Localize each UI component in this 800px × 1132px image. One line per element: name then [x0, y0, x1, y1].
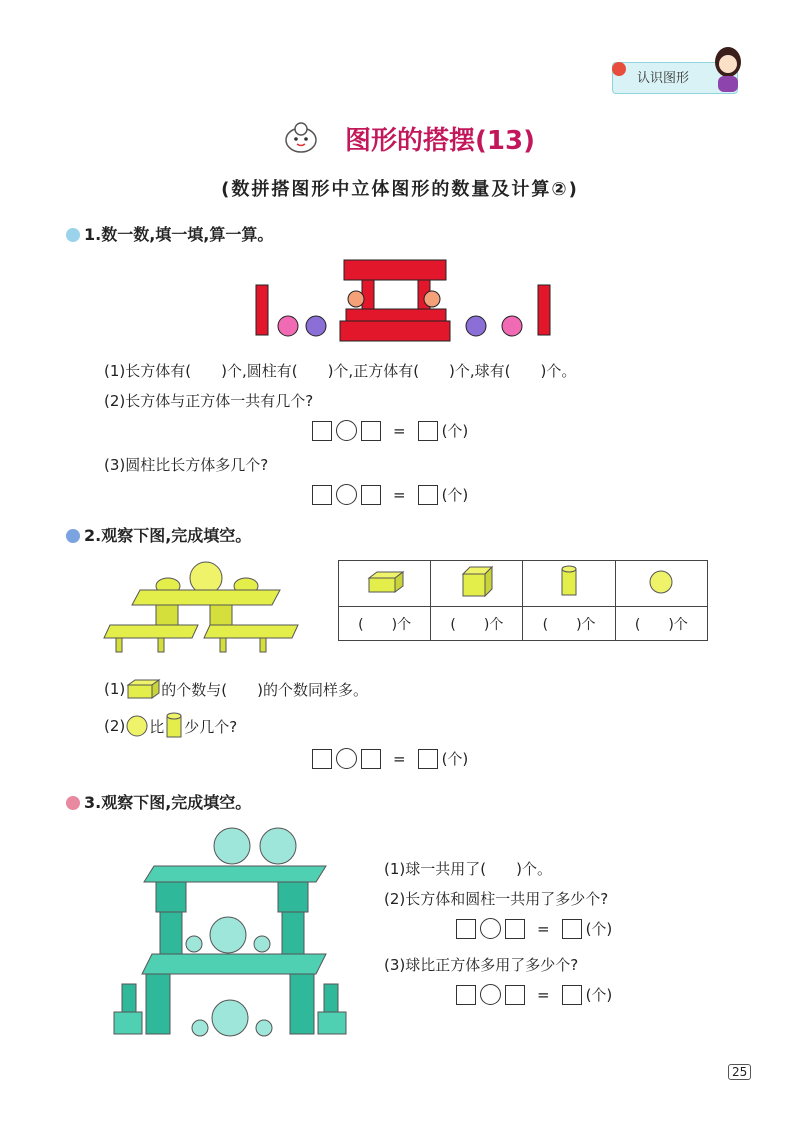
q1-heading: [66, 222, 273, 245]
q3-equation-2: [456, 984, 612, 1005]
q1-heading-text: 1.数一数,填一填,算一算。: [84, 225, 274, 244]
answer-box[interactable]: [418, 485, 438, 505]
unit-label: (个): [441, 486, 469, 504]
cuboid-cell: [339, 561, 431, 607]
q1-part2: (2)长方体与正方体一共有几个?: [104, 392, 314, 410]
answer-box[interactable]: [312, 749, 332, 769]
answer-box[interactable]: [361, 749, 381, 769]
flower-icon: [66, 228, 80, 242]
cube-icon: [459, 565, 495, 599]
girl-avatar: [712, 44, 744, 92]
page-title: 图形的搭摆(13): [345, 126, 535, 156]
operator-circle[interactable]: [480, 984, 501, 1005]
sphere-icon: [125, 714, 149, 738]
page-subtitle: (数拼搭图形中立体图形的数量及计算②): [221, 179, 579, 200]
answer-box[interactable]: [456, 985, 476, 1005]
answer-box[interactable]: [562, 985, 582, 1005]
q2-part1-prefix: (1): [104, 680, 126, 698]
operator-circle[interactable]: [336, 748, 357, 769]
flower-icon: [612, 62, 626, 76]
answer-box[interactable]: [456, 919, 476, 939]
operator-circle[interactable]: [336, 484, 357, 505]
answer-box[interactable]: [361, 485, 381, 505]
equals-sign: =: [393, 749, 406, 768]
q3-part1: (1)球一共用了( )个。: [384, 860, 552, 878]
sphere-cell: [615, 561, 707, 607]
equals-sign: =: [537, 919, 550, 938]
count-cell[interactable]: ( )个: [615, 607, 707, 641]
q2-part2-text: 少几个?: [184, 717, 238, 736]
cuboid-icon: [365, 570, 405, 594]
q1-equation-1: [312, 420, 468, 441]
q3-heading-text: 3.观察下图,完成填空。: [84, 793, 252, 812]
q2-heading-text: 2.观察下图,完成填空。: [84, 526, 252, 545]
flower-icon: [66, 796, 80, 810]
answer-box[interactable]: [361, 421, 381, 441]
q2-part1: [104, 678, 368, 700]
unit-label: (个): [441, 422, 469, 440]
count-cell[interactable]: ( )个: [339, 607, 431, 641]
cube-cell: [431, 561, 523, 607]
q1-figure: [250, 255, 560, 345]
answer-box[interactable]: [418, 749, 438, 769]
q2-part2-prefix: (2): [104, 717, 126, 735]
cylinder-icon: [164, 712, 184, 740]
page-number: 25: [728, 1064, 751, 1080]
cylinder-icon: [559, 565, 579, 599]
cuboid-icon: [125, 678, 161, 700]
q3-part3: (3)球比正方体多用了多少个?: [384, 956, 579, 974]
q2-part1-text: 的个数与( )的个数同样多。: [161, 680, 368, 699]
q2-equation: [312, 748, 468, 769]
q1-equation-2: [312, 484, 468, 505]
operator-circle[interactable]: [480, 918, 501, 939]
operator-circle[interactable]: [336, 420, 357, 441]
q3-heading: [66, 790, 251, 813]
flower-icon: [66, 529, 80, 543]
answer-box[interactable]: [418, 421, 438, 441]
q3-part2: (2)长方体和圆柱一共用了多少个?: [384, 890, 609, 908]
q3-figure: [108, 822, 358, 1042]
unit-label: (个): [441, 750, 469, 768]
equals-sign: =: [537, 985, 550, 1004]
answer-box[interactable]: [562, 919, 582, 939]
badge-label: 认识图形: [637, 71, 690, 86]
count-cell[interactable]: ( )个: [523, 607, 615, 641]
q2-figure: [100, 560, 300, 660]
answer-box[interactable]: [312, 421, 332, 441]
q2-part2: [104, 712, 237, 740]
q2-heading: [66, 523, 251, 546]
shape-count-table: [338, 560, 708, 641]
q1-part1: (1)长方体有( )个,圆柱有( )个,正方体有( )个,球有( )个。: [104, 362, 577, 380]
answer-box[interactable]: [312, 485, 332, 505]
cylinder-cell: [523, 561, 615, 607]
q3-equation-1: [456, 918, 612, 939]
count-cell[interactable]: ( )个: [431, 607, 523, 641]
q1-part3: (3)圆柱比长方体多几个?: [104, 456, 269, 474]
unit-label: (个): [585, 986, 613, 1004]
answer-box[interactable]: [505, 985, 525, 1005]
answer-box[interactable]: [505, 919, 525, 939]
equals-sign: =: [393, 485, 406, 504]
unit-label: (个): [585, 920, 613, 938]
q2-part2-compare: 比: [149, 717, 165, 736]
sphere-icon: [647, 568, 675, 596]
equals-sign: =: [393, 421, 406, 440]
